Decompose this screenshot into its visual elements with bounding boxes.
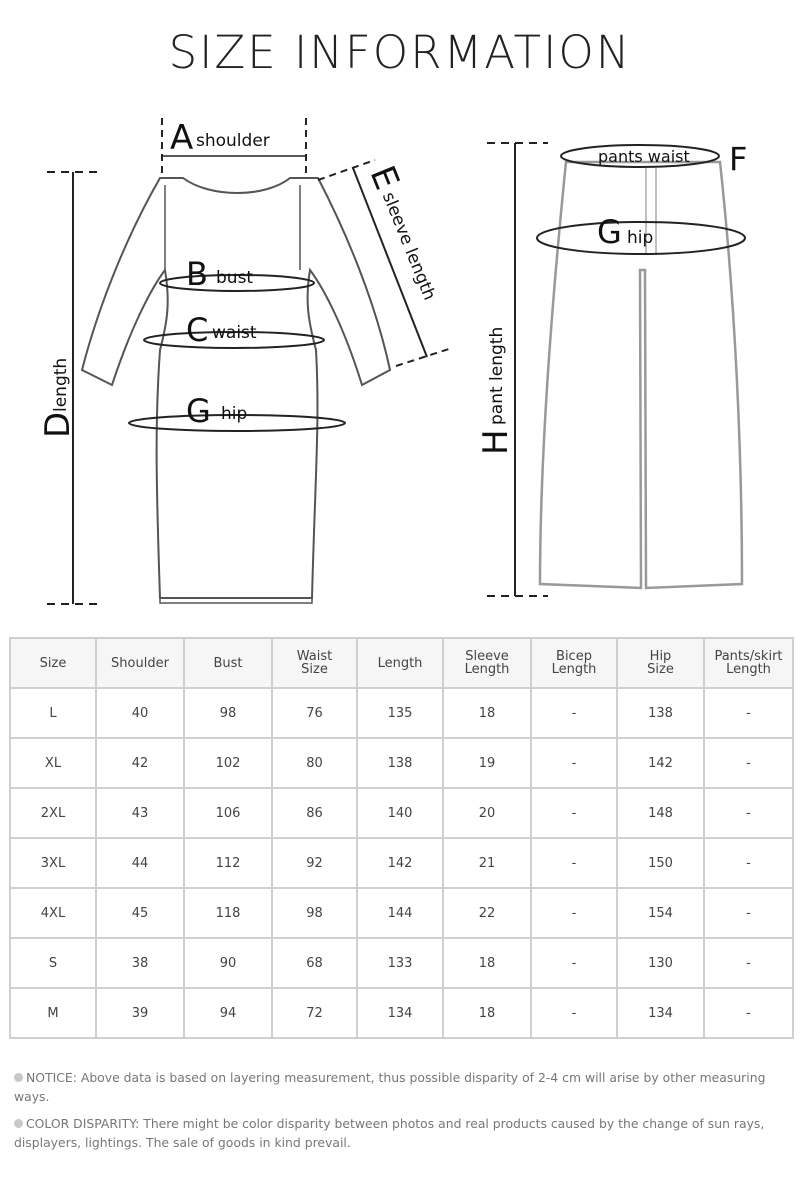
hip-letter: G xyxy=(186,392,211,430)
column-header xyxy=(617,638,704,688)
column-header-text: Sleeve xyxy=(465,649,509,664)
table-cell: 44 xyxy=(96,838,184,888)
table-cell: 38 xyxy=(96,938,184,988)
table-cell: 142 xyxy=(617,738,704,788)
table-row xyxy=(10,838,793,888)
measurement-diagram xyxy=(0,100,800,620)
table-cell: 102 xyxy=(184,738,272,788)
column-header xyxy=(357,638,443,688)
table-header-row xyxy=(10,638,793,688)
table-cell: 18 xyxy=(443,938,531,988)
table-cell: 42 xyxy=(96,738,184,788)
table-cell: 2XL xyxy=(10,788,96,838)
column-header-text: Length xyxy=(377,655,423,671)
table-cell: - xyxy=(704,788,793,838)
pant-length-label: pant length xyxy=(487,326,507,425)
length-label: length xyxy=(51,357,71,412)
table-cell: - xyxy=(531,888,617,938)
table-cell: 4XL xyxy=(10,888,96,938)
table-cell: 80 xyxy=(272,738,357,788)
table-cell: 18 xyxy=(443,988,531,1038)
table-cell: 154 xyxy=(617,888,704,938)
table-cell: 3XL xyxy=(10,838,96,888)
table-cell: 133 xyxy=(357,938,443,988)
table-row xyxy=(10,938,793,988)
hip-label: hip xyxy=(221,404,248,424)
table-cell: 76 xyxy=(272,688,357,738)
column-header xyxy=(531,638,617,688)
column-header-text: Length xyxy=(551,662,597,677)
table-row xyxy=(10,738,793,788)
table-cell: 18 xyxy=(443,688,531,738)
column-header xyxy=(272,638,357,688)
table-cell: - xyxy=(531,788,617,838)
table-cell: - xyxy=(704,938,793,988)
table-cell: 45 xyxy=(96,888,184,938)
notices xyxy=(14,1068,774,1160)
table-cell: S xyxy=(10,938,96,988)
sleeve-length-label: sleeve length xyxy=(377,189,440,304)
column-header-text: Length xyxy=(464,662,510,677)
column-header xyxy=(443,638,531,688)
table-cell: 39 xyxy=(96,988,184,1038)
pants-figure xyxy=(476,140,747,596)
pants-hip-label: hip xyxy=(627,228,654,248)
notice-measurement xyxy=(14,1068,774,1106)
bullet-icon xyxy=(14,1119,23,1128)
table-cell: 118 xyxy=(184,888,272,938)
bust-letter: B xyxy=(186,255,208,293)
table-cell: 148 xyxy=(617,788,704,838)
table-cell: 144 xyxy=(357,888,443,938)
column-header-text: Shoulder xyxy=(111,655,169,671)
column-header-text: Hip xyxy=(649,649,672,664)
table-cell: 112 xyxy=(184,838,272,888)
shoulder-label: shoulder xyxy=(196,131,270,151)
column-header-text: Bicep xyxy=(556,649,592,664)
sleeve-length-letter: E xyxy=(361,160,407,196)
table-cell: - xyxy=(704,838,793,888)
table-cell: 20 xyxy=(443,788,531,838)
table-cell: 72 xyxy=(272,988,357,1038)
column-header-text: Pants/skirt xyxy=(714,649,783,664)
notice-text: COLOR DISPARITY: There might be color disparity between photos and real products caused by the change of sun rays, displayers, lightings. The sale of goods in kind prevail. xyxy=(14,1116,765,1150)
table-cell: - xyxy=(531,938,617,988)
pant-length-letter: H xyxy=(476,429,516,455)
notice-text: NOTICE: Above data is based on layering measurement, thus possible disparity of 2-4 cm will arise by other measuring ways. xyxy=(14,1070,766,1104)
table-cell: 19 xyxy=(443,738,531,788)
column-header xyxy=(96,638,184,688)
table-cell: - xyxy=(531,738,617,788)
table-cell: 134 xyxy=(617,988,704,1038)
table-cell: 138 xyxy=(357,738,443,788)
table-cell: L xyxy=(10,688,96,738)
table-cell: - xyxy=(531,988,617,1038)
table-cell: 134 xyxy=(357,988,443,1038)
table-cell: 22 xyxy=(443,888,531,938)
column-header-text: Size xyxy=(301,662,328,677)
pants-hip-letter: G xyxy=(597,213,622,251)
column-header-text: Length xyxy=(726,662,771,677)
table-row xyxy=(10,888,793,938)
waist-letter: C xyxy=(186,311,209,349)
shoulder-letter: A xyxy=(170,118,194,158)
table-cell: 40 xyxy=(96,688,184,738)
column-header xyxy=(704,638,793,688)
table-cell: 150 xyxy=(617,838,704,888)
table-cell: - xyxy=(704,688,793,738)
size-table-header xyxy=(10,638,793,688)
page-title: SIZE INFORMATION xyxy=(168,26,632,79)
table-cell: - xyxy=(704,738,793,788)
table-cell: 90 xyxy=(184,938,272,988)
table-row xyxy=(10,788,793,838)
table-row xyxy=(10,688,793,738)
column-header-text: Waist xyxy=(296,649,333,664)
pants-waist-letter: F xyxy=(729,140,748,178)
column-header-text: Size xyxy=(647,662,674,677)
table-cell: 43 xyxy=(96,788,184,838)
dress-outline xyxy=(82,178,390,598)
size-table-body xyxy=(10,688,793,1038)
table-cell: 94 xyxy=(184,988,272,1038)
bullet-icon xyxy=(14,1073,23,1082)
table-cell: - xyxy=(704,988,793,1038)
table-cell: M xyxy=(10,988,96,1038)
table-cell: 140 xyxy=(357,788,443,838)
table-row xyxy=(10,988,793,1038)
table-cell: 86 xyxy=(272,788,357,838)
dress-figure xyxy=(38,118,452,604)
table-cell: 138 xyxy=(617,688,704,738)
table-cell: - xyxy=(531,838,617,888)
table-cell: 98 xyxy=(272,888,357,938)
waist-label: waist xyxy=(212,323,257,343)
table-cell: 106 xyxy=(184,788,272,838)
table-cell: 135 xyxy=(357,688,443,738)
pants-waist-label: pants waist xyxy=(598,147,690,166)
table-cell: - xyxy=(704,888,793,938)
notice-color-disparity xyxy=(14,1114,774,1152)
table-cell: XL xyxy=(10,738,96,788)
column-header xyxy=(184,638,272,688)
table-cell: - xyxy=(531,688,617,738)
bust-label: bust xyxy=(216,268,254,288)
column-header-text: Size xyxy=(39,655,67,671)
column-header-text: Bust xyxy=(213,655,243,671)
table-cell: 92 xyxy=(272,838,357,888)
table-cell: 21 xyxy=(443,838,531,888)
size-chart-table xyxy=(9,637,794,1039)
column-header xyxy=(10,638,96,688)
table-cell: 68 xyxy=(272,938,357,988)
table-cell: 142 xyxy=(357,838,443,888)
table-cell: 130 xyxy=(617,938,704,988)
table-cell: 98 xyxy=(184,688,272,738)
length-letter: D xyxy=(38,411,78,438)
